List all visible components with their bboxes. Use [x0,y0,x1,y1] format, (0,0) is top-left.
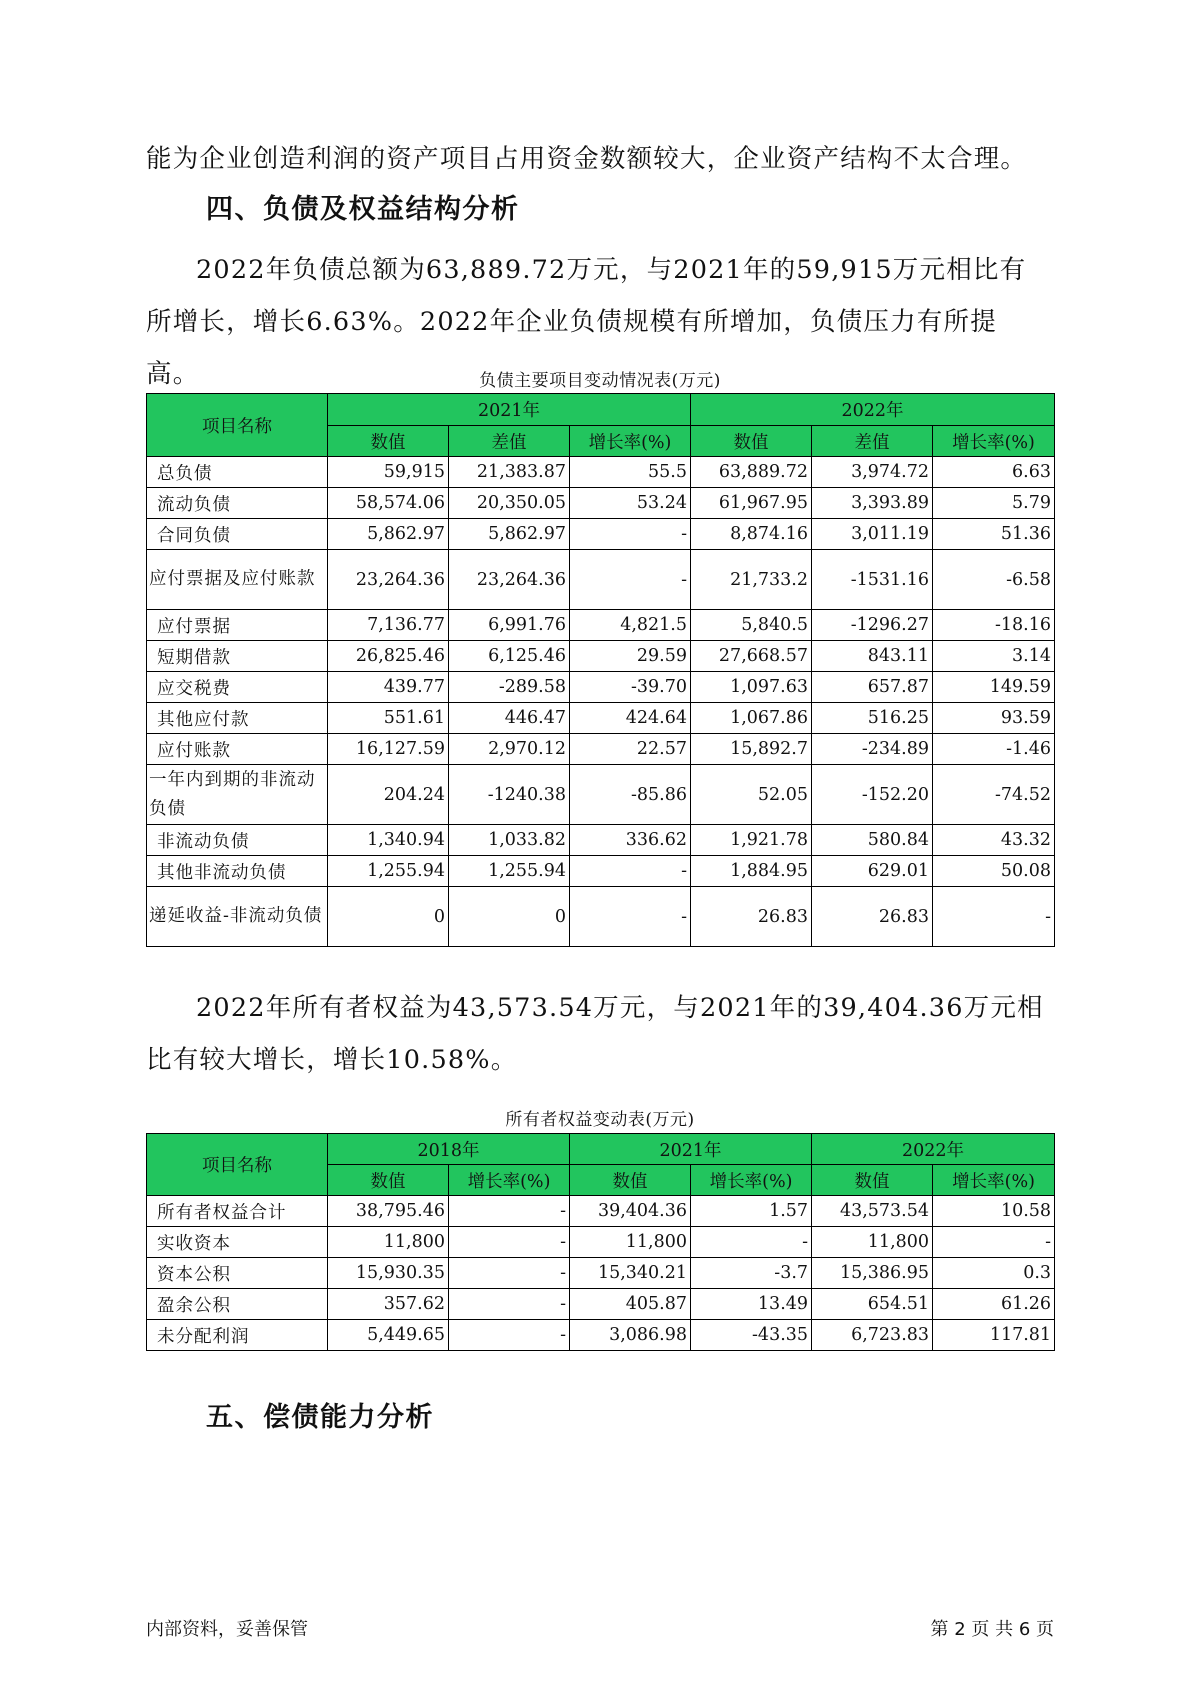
table-cell: 516.25 [812,703,933,734]
equity-table [146,1133,1055,1351]
table-cell: 439.77 [328,672,449,703]
table-cell: 5,840.5 [691,610,812,641]
table-cell: 38,795.46 [328,1196,449,1227]
liability-table [146,393,1055,947]
table-cell: 117.81 [933,1320,1055,1351]
table-row [147,856,1055,887]
header-sub: 数值 [328,426,449,457]
header-year: 2021年 [570,1134,812,1165]
row-label: 应付账款 [147,734,328,765]
table-cell: 15,892.7 [691,734,812,765]
table-row [147,1196,1055,1227]
table-cell: -1296.27 [812,610,933,641]
row-label: 一年内到期的非流动负债 [147,765,328,825]
row-label: 资本公积 [147,1258,328,1289]
table-cell: 29.59 [570,641,691,672]
table-cell: 11,800 [812,1227,933,1258]
row-label: 未分配利润 [147,1320,328,1351]
table-cell: - [449,1196,570,1227]
table-cell: 580.84 [812,825,933,856]
table-cell: 61,967.95 [691,488,812,519]
table-cell: 53.24 [570,488,691,519]
table-cell: 0 [328,887,449,947]
table-cell: 8,874.16 [691,519,812,550]
intro-paragraph [146,133,1046,185]
table-cell: 61.26 [933,1289,1055,1320]
table-cell: 58,574.06 [328,488,449,519]
table-row [147,1289,1055,1320]
table-cell: 23,264.36 [328,550,449,610]
row-label: 其他非流动负债 [147,856,328,887]
table-cell: 26,825.46 [328,641,449,672]
table-cell: 1,033.82 [449,825,570,856]
table-cell: 1,255.94 [449,856,570,887]
equity-paragraph [146,982,1046,1086]
table-cell: 6,125.46 [449,641,570,672]
header-item-name: 项目名称 [147,1134,328,1196]
table-cell: 5.79 [933,488,1055,519]
table-cell: 3,086.98 [570,1320,691,1351]
table-cell: 50.08 [933,856,1055,887]
paragraph-text: 2022年负债总额为63,889.72万元，与2021年的59,915万元相比有所增长，增长6.63%。2022年企业负债规模有所增加，负债压力有所提高。 [146,255,1027,389]
table-cell: -234.89 [812,734,933,765]
table-row [147,887,1055,947]
row-label: 盈余公积 [147,1289,328,1320]
header-sub: 增长率(%) [449,1165,570,1196]
table-cell: 3,011.19 [812,519,933,550]
table-cell: 55.5 [570,457,691,488]
header-sub: 增长率(%) [933,426,1055,457]
table-cell: 0 [449,887,570,947]
table-cell: 657.87 [812,672,933,703]
table-cell: 7,136.77 [328,610,449,641]
row-label: 短期借款 [147,641,328,672]
equity-table-caption: 所有者权益变动表(万元) [505,1110,695,1130]
table-row [147,610,1055,641]
header-year: 2022年 [812,1134,1055,1165]
table-cell: 204.24 [328,765,449,825]
table-cell: 405.87 [570,1289,691,1320]
table-cell: -85.86 [570,765,691,825]
table-cell: - [449,1289,570,1320]
header-year: 2021年 [328,394,691,426]
table-cell: 1,921.78 [691,825,812,856]
table-cell: 654.51 [812,1289,933,1320]
row-label: 其他应付款 [147,703,328,734]
table-cell: 3.14 [933,641,1055,672]
row-label: 应付票据 [147,610,328,641]
table-row [147,1320,1055,1351]
row-label: 实收资本 [147,1227,328,1258]
header-year: 2022年 [691,394,1055,426]
row-label: 合同负债 [147,519,328,550]
table-cell: 446.47 [449,703,570,734]
table-cell: 63,889.72 [691,457,812,488]
table-cell: -74.52 [933,765,1055,825]
table-cell: - [570,856,691,887]
row-label: 应付票据及应付账款 [147,550,328,610]
table-cell: 21,383.87 [449,457,570,488]
table-cell: 15,386.95 [812,1258,933,1289]
row-label: 流动负债 [147,488,328,519]
table-cell: 1,255.94 [328,856,449,887]
table-cell: 843.11 [812,641,933,672]
header-sub: 差值 [812,426,933,457]
table-cell: -3.7 [691,1258,812,1289]
table-cell: 11,800 [570,1227,691,1258]
table-cell: - [933,1227,1055,1258]
table-cell: 5,862.97 [449,519,570,550]
header-sub: 增长率(%) [570,426,691,457]
footer-confidential: 内部资料，妥善保管 [146,1619,308,1640]
table-row [147,550,1055,610]
table-cell: 3,974.72 [812,457,933,488]
table-cell: 51.36 [933,519,1055,550]
table-cell: 23,264.36 [449,550,570,610]
table-cell: - [691,1227,812,1258]
table-cell: - [933,887,1055,947]
paragraph-text: 2022年所有者权益为43,573.54万元，与2021年的39,404.36万元相比有较大增长，增长10.58%。 [146,993,1044,1075]
paragraph-text: 能为企业创造利润的资产项目占用资金数额较大，企业资产结构不太合理。 [146,144,1028,174]
table-cell: 6,991.76 [449,610,570,641]
table-cell: 1,340.94 [328,825,449,856]
table-cell: 2,970.12 [449,734,570,765]
table-row [147,641,1055,672]
header-sub: 增长率(%) [933,1165,1055,1196]
table-cell: - [570,887,691,947]
table-cell: 5,449.65 [328,1320,449,1351]
table-cell: 16,127.59 [328,734,449,765]
table-cell: 39,404.36 [570,1196,691,1227]
table-cell: 5,862.97 [328,519,449,550]
row-label: 所有者权益合计 [147,1196,328,1227]
table-row [147,519,1055,550]
table-cell: 424.64 [570,703,691,734]
table-cell: 3,393.89 [812,488,933,519]
table-row [147,825,1055,856]
table-row [147,703,1055,734]
table-cell: -1.46 [933,734,1055,765]
section-heading-5: 五、偿债能力分析 [206,1402,434,1433]
table-cell: -43.35 [691,1320,812,1351]
table-cell: - [570,519,691,550]
table-cell: 15,930.35 [328,1258,449,1289]
table-cell: 59,915 [328,457,449,488]
header-sub: 数值 [812,1165,933,1196]
table-cell: -39.70 [570,672,691,703]
table-cell: 22.57 [570,734,691,765]
table-row [147,765,1055,825]
table-cell: 20,350.05 [449,488,570,519]
section-heading-4: 四、负债及权益结构分析 [206,194,520,225]
table-cell: 43.32 [933,825,1055,856]
table-row [147,1258,1055,1289]
header-year: 2018年 [328,1134,570,1165]
table-row [147,672,1055,703]
header-sub: 增长率(%) [691,1165,812,1196]
table-cell: 21,733.2 [691,550,812,610]
table-cell: 357.62 [328,1289,449,1320]
table-cell: 93.59 [933,703,1055,734]
table-cell: 551.61 [328,703,449,734]
table-cell: -152.20 [812,765,933,825]
table-cell: -289.58 [449,672,570,703]
table-cell: 0.3 [933,1258,1055,1289]
table-cell: -6.58 [933,550,1055,610]
table-cell: 336.62 [570,825,691,856]
table-cell: 149.59 [933,672,1055,703]
table-cell: 1,067.86 [691,703,812,734]
table-cell: 26.83 [691,887,812,947]
table-cell: 10.58 [933,1196,1055,1227]
table-cell: 11,800 [328,1227,449,1258]
header-sub: 数值 [328,1165,449,1196]
footer-page-number: 第 2 页 共 6 页 [930,1619,1054,1640]
table-cell: 52.05 [691,765,812,825]
liability-table-caption: 负债主要项目变动情况表(万元) [479,371,721,391]
header-item-name: 项目名称 [147,394,328,457]
table-cell: -1240.38 [449,765,570,825]
table-cell: 27,668.57 [691,641,812,672]
row-label: 应交税费 [147,672,328,703]
table-row [147,734,1055,765]
header-sub: 数值 [570,1165,691,1196]
table-cell: 629.01 [812,856,933,887]
table-cell: 1,884.95 [691,856,812,887]
table-cell: - [449,1227,570,1258]
table-cell: - [449,1320,570,1351]
table-cell: 43,573.54 [812,1196,933,1227]
table-cell: 6.63 [933,457,1055,488]
table-cell: 1,097.63 [691,672,812,703]
table-cell: -1531.16 [812,550,933,610]
table-cell: - [570,550,691,610]
table-cell: 4,821.5 [570,610,691,641]
table-cell: - [449,1258,570,1289]
table-cell: 13.49 [691,1289,812,1320]
row-label: 非流动负债 [147,825,328,856]
table-cell: 1.57 [691,1196,812,1227]
header-sub: 差值 [449,426,570,457]
header-sub: 数值 [691,426,812,457]
table-cell: 15,340.21 [570,1258,691,1289]
table-cell: -18.16 [933,610,1055,641]
row-label: 总负债 [147,457,328,488]
table-cell: 6,723.83 [812,1320,933,1351]
row-label: 递延收益-非流动负债 [147,887,328,947]
table-row [147,457,1055,488]
table-row [147,1227,1055,1258]
table-row [147,488,1055,519]
table-cell: 26.83 [812,887,933,947]
